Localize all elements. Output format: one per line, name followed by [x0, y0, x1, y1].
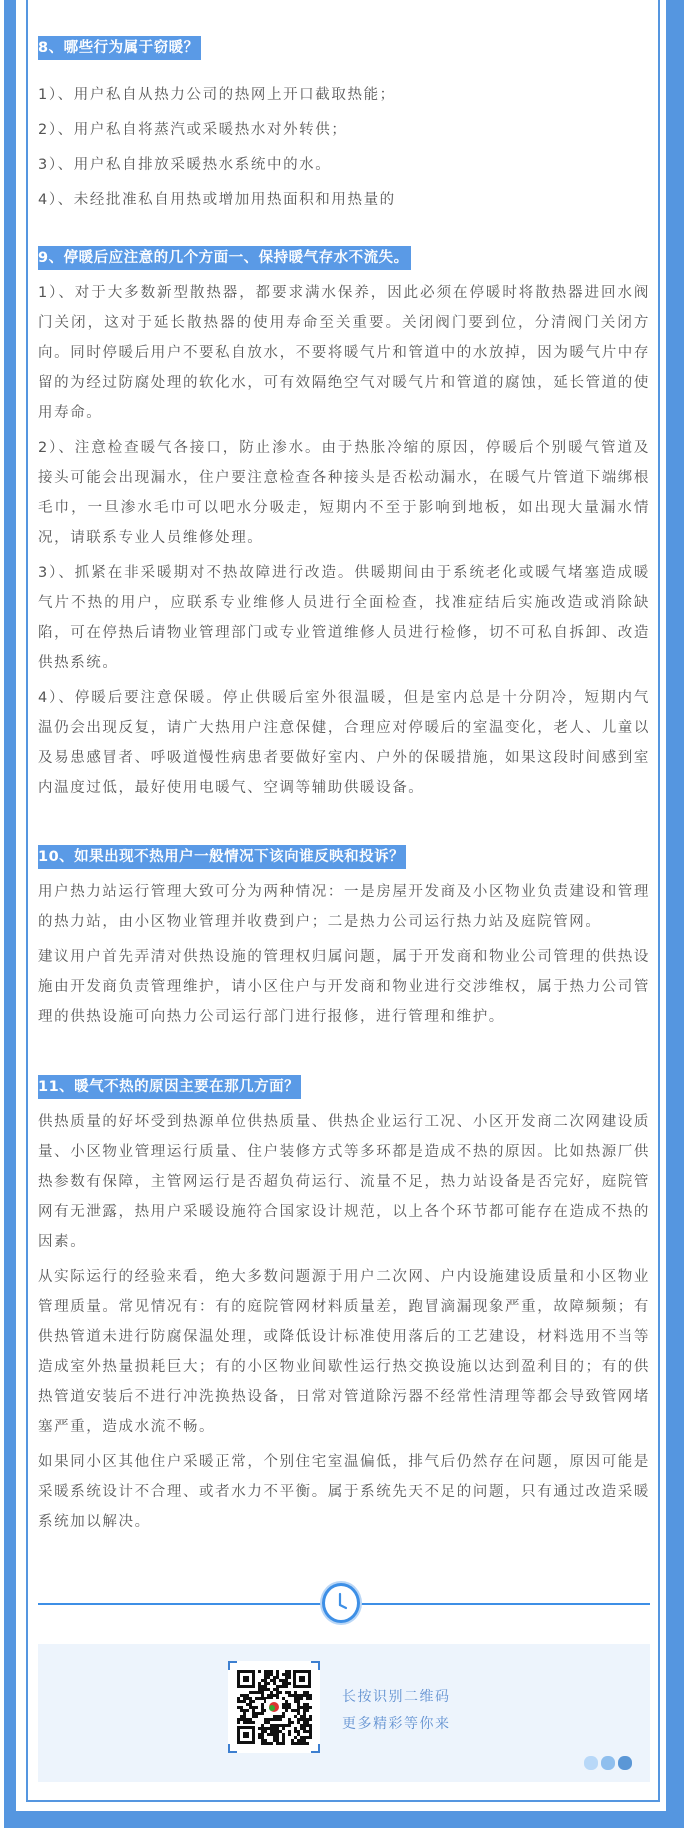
paragraph: 1）、对于大多数新型散热器，都要求满水保养，因此必须在停暖时将散热器进回水阀门关闭，这对于延长散热器的使用寿命至关重要。关闭阀门要到位，分清阀门关闭方向。同时停暖后用户不要私自放水，不要将暖气片和管道中的水放掉，因为暖气片中存留的为经过防腐处理的软化水，可有效隔绝空气对暖气片和管道的腐蚀，延长管道的使用寿命。: [38, 285, 650, 421]
qr-code[interactable]: [228, 1661, 320, 1753]
list-item: 2）、用户私自将蒸汽或采暖热水对外转供；: [38, 122, 348, 138]
decor-dot-icon: [584, 1756, 598, 1770]
section-9: [38, 246, 650, 808]
decor-dot-icon: [601, 1756, 615, 1770]
paragraph: 从实际运行的经验来看，绝大多数问题源于用户二次网、户内设施建设质量和小区物业管理质量。常见情况有：有的庭院管网材料质量差，跑冒滴漏现象严重，故障频频；有供热管道未进行防腐保温处理，或降低设计标准使用落后的工艺建设，材料选用不当等造成室外热量损耗巨大；有的小区物业间歇性运行热交换设施以达到盈利目的；有的供热管道安装后不进行冲洗换热设备，日常对管道除污器不经常性清理等都会导致管网堵塞严重，造成水流不畅。: [38, 1269, 650, 1435]
qr-promo-box: [38, 1644, 650, 1782]
paragraph: 3）、抓紧在非采暖期对不热故障进行改造。供暖期间由于系统老化或暖气堵塞造成暖气片不热的用户，应联系专业维修人员进行全面检查，找准症结后实施改造或消除缺陷，可在停热后请物业管理部门或专业管道维修人员进行检修，切不可私自拆卸、改造供热系统。: [38, 565, 650, 671]
paragraph: 供热质量的好坏受到热源单位供热质量、供热企业运行工况、小区开发商二次网建设质量、小区物业管理运行质量、住户装修方式等多环都是造成不热的原因。比如热源厂供热参数有保障，主管网运行是否超负荷运行、流量不足，热力站设备是否完好，庭院管网有无泄露，热用户采暖设施符合国家设计规范，以上各个环节都可能存在造成不热的因素。: [38, 1114, 650, 1250]
qr-caption-1: 长按识别二维码: [342, 1689, 451, 1705]
decor-dot-icon: [618, 1756, 632, 1770]
section-heading: 8、哪些行为属于窃暖？: [38, 36, 201, 60]
section-heading: 10、如果出现不热用户一般情况下该向谁反映和投诉？: [38, 845, 406, 869]
section-10: [38, 845, 650, 1037]
list-item: 3）、用户私自排放采暖热水系统中的水。: [38, 157, 332, 173]
paragraph: 建议用户首先弄清对供热设施的管理权归属问题，属于开发商和物业公司管理的供热设施由开发商负责管理维护，请小区住户与开发商和物业进行交涉维权，属于热力公司管理的供热设施可向热力公司运行部门进行报修，进行管理和维护。: [38, 949, 650, 1025]
section-heading: 9、停暖后应注意的几个方面一、保持暖气存水不流失。: [38, 246, 411, 270]
paragraph: 2）、注意检查暖气各接口，防止渗水。由于热胀冷缩的原因，停暖后个别暖气管道及接头可能会出现漏水，住户要注意检查各种接头是否松动漏水，在暖气片管道下端绑根毛巾，一旦渗水毛巾可以吧水分吸走，短期内不至于影响到地板，如出现大量漏水情况，请联系专业人员维修处理。: [38, 440, 650, 546]
list-item: 1）、用户私自从热力公司的热网上开口截取热能；: [38, 87, 396, 103]
paragraph: 用户热力站运行管理大致可分为两种情况：一是房屋开发商及小区物业负责建设和管理的热力站，由小区物业管理并收费到户；二是热力公司运行热力站及庭院管网。: [38, 884, 650, 930]
list-item: 4）、未经批准私自用热或增加用热面积和用热量的: [38, 192, 396, 208]
clock-icon: [322, 1583, 360, 1623]
section-heading: 11、暖气不热的原因主要在那几方面？: [38, 1075, 301, 1099]
paragraph: 如果同小区其他住户采暖正常，个别住宅室温偏低，排气后仍然存在问题，原因可能是采暖系统设计不合理、或者水力不平衡。属于系统先天不足的问题，只有通过改造采暖系统加以解决。: [38, 1454, 650, 1530]
paragraph: 4）、停暖后要注意保暖。停止供暖后室外很温暖，但是室内总是十分阴冷，短期内气温仍会出现反复，请广大热用户注意保健，合理应对停暖后的室温变化，老人、儿童以及易患感冒者、呼吸道慢性病患者要做好室内、户外的保暖措施，如果这段时间感到室内温度过低，最好使用电暖气、空调等辅助供暖设备。: [38, 690, 650, 796]
qr-caption-2: 更多精彩等你来: [342, 1716, 451, 1732]
section-11: [38, 1075, 650, 1542]
section-8: [38, 36, 650, 220]
